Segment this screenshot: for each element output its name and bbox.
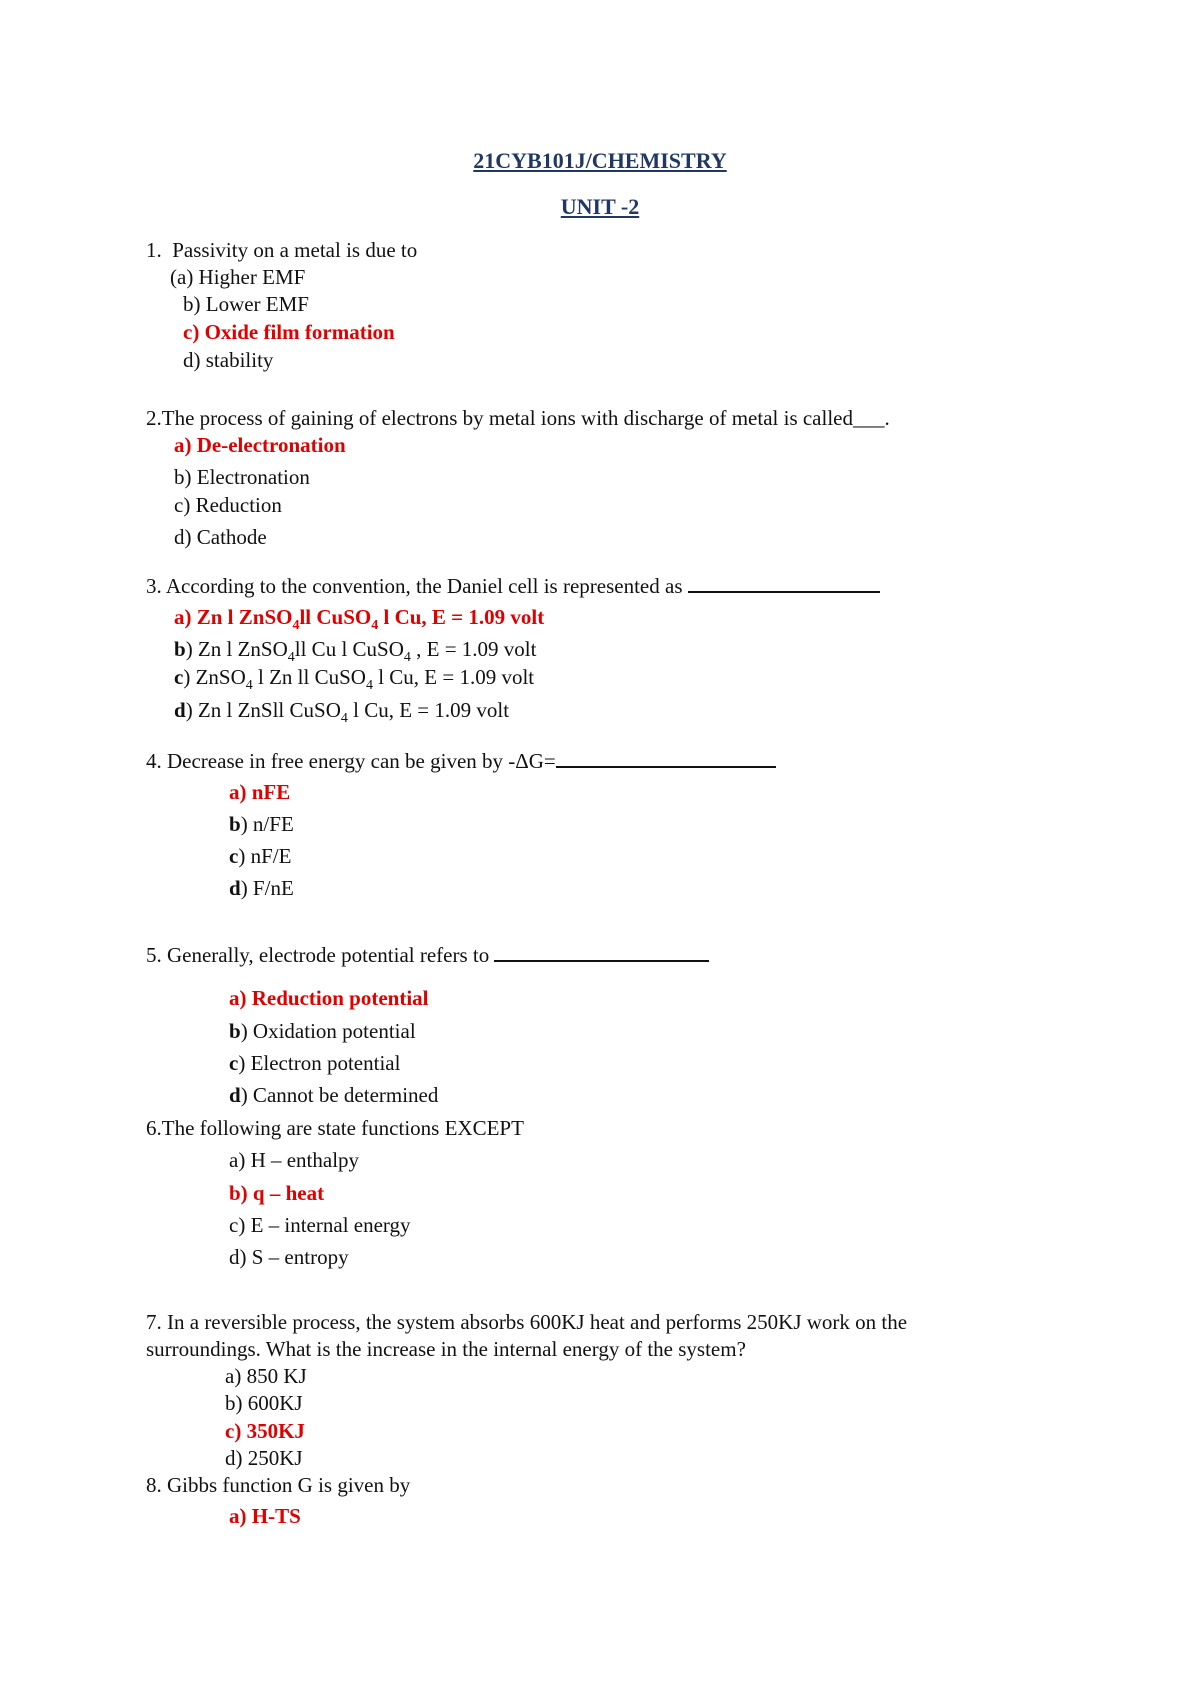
q3-b-text: ) Zn l ZnSO (185, 637, 288, 661)
q4-option-c (229, 844, 291, 869)
q3-c-text: ) ZnSO (183, 665, 246, 689)
q4-b-label: b (229, 812, 241, 836)
q2-option-a-answer: a) De-electronation (174, 433, 346, 457)
q3-d-label: d (174, 698, 186, 722)
q3-a-text: a) Zn l ZnSO (174, 605, 293, 629)
q5-b-label: b (229, 1019, 241, 1043)
q7-option-b: b) 600KJ (225, 1391, 303, 1415)
q5-option-a-answer: a) Reduction potential (229, 986, 429, 1010)
q3-a-text-3: l Cu, E = 1.09 volt (378, 605, 545, 629)
q6-option-c: c) E – internal energy (229, 1213, 411, 1237)
q3-b-label: b (174, 637, 186, 661)
q3-c-text-3: l Cu, E = 1.09 volt (372, 665, 535, 689)
q1-option-d: d) stability (183, 348, 274, 372)
question-8: 8. Gibbs function G is given by (146, 1473, 411, 1497)
q4-d-label: d (229, 876, 241, 900)
q4-c-label: c (229, 844, 239, 868)
q2-option-c: c) Reduction (174, 493, 282, 517)
q6-option-d: d) S – entropy (229, 1245, 349, 1269)
q3-option-c (174, 665, 535, 694)
q3-option-b (174, 637, 537, 666)
q5-c-label: c (229, 1051, 239, 1075)
q6-option-a: a) H – enthalpy (229, 1148, 360, 1172)
q5-option-b (229, 1019, 416, 1044)
q7-option-d: d) 250KJ (225, 1446, 303, 1470)
answer-blank (688, 573, 880, 593)
q3-c-label: c (174, 665, 184, 689)
q5-option-c (229, 1051, 400, 1076)
q4-option-a-answer: a) nFE (229, 780, 291, 804)
q3-d-text: ) Zn l ZnSll CuSO (185, 698, 341, 722)
question-6: 6.The following are state functions EXCEPT (146, 1116, 524, 1140)
unit-heading: UNIT -2 (560, 194, 640, 219)
q4-b-text: ) n/FE (240, 812, 294, 836)
q1-option-b: b) Lower EMF (183, 292, 309, 316)
q3-b-subscript: 4 (287, 650, 295, 666)
document-title: 21CYB101J/CHEMISTRY (473, 148, 727, 173)
q1-option-c-answer: c) Oxide film formation (183, 320, 395, 344)
q3-c-text-2: l Zn ll CuSO (252, 665, 366, 689)
q3-d-subscript: 4 (340, 711, 348, 727)
question-1-text: Passivity on a metal is due to (172, 238, 418, 262)
q4-option-d (229, 876, 294, 901)
q8-option-a-answer: a) H-TS (229, 1504, 301, 1528)
q3-b-subscript-2: 4 (403, 650, 411, 666)
answer-blank (494, 942, 709, 962)
q4-c-text: ) nF/E (238, 844, 292, 868)
q5-d-text: ) Cannot be determined (240, 1083, 439, 1107)
q3-d-text-2: l Cu, E = 1.09 volt (347, 698, 510, 722)
q7-option-c-answer: c) 350KJ (225, 1419, 305, 1443)
q2-option-d: d) Cathode (174, 525, 267, 549)
q2-option-b: b) Electronation (174, 465, 310, 489)
q6-option-b-answer: b) q – heat (229, 1181, 325, 1205)
q3-option-a-answer (174, 605, 545, 634)
q3-a-subscript: 4 (292, 618, 300, 634)
question-4-text: 4. Decrease in free energy can be given by -ΔG= (146, 749, 556, 773)
question-3 (146, 573, 880, 599)
q3-c-subscript: 4 (245, 678, 253, 694)
question-1 (146, 238, 417, 263)
q3-a-subscript-2: 4 (371, 618, 379, 634)
q7-option-a: a) 850 KJ (225, 1364, 307, 1388)
q3-option-d (174, 698, 510, 727)
q5-option-d (229, 1083, 438, 1108)
question-2: 2.The process of gaining of electrons by metal ions with discharge of metal is called___. (146, 406, 890, 430)
q5-d-label: d (229, 1083, 241, 1107)
question-7-line-2: surroundings. What is the increase in the internal energy of the system? (146, 1337, 746, 1361)
q1-option-a: (a) Higher EMF (170, 265, 306, 289)
q4-d-text: ) F/nE (240, 876, 294, 900)
q3-b-text-2: ll Cu l CuSO (294, 637, 404, 661)
question-7-line-1: 7. In a reversible process, the system absorbs 600KJ heat and performs 250KJ work on the (146, 1310, 908, 1334)
question-5 (146, 942, 709, 968)
q4-option-b (229, 812, 294, 837)
q5-c-text: ) Electron potential (238, 1051, 401, 1075)
answer-blank (556, 748, 776, 768)
question-5-text: 5. Generally, electrode potential refers to (146, 943, 490, 967)
q3-b-text-3: , E = 1.09 volt (410, 637, 537, 661)
q5-b-text: ) Oxidation potential (240, 1019, 416, 1043)
q3-c-subscript-2: 4 (365, 678, 373, 694)
question-1-number: 1. (146, 238, 162, 262)
question-3-text: 3. According to the convention, the Daniel cell is represented as (146, 574, 683, 598)
question-4 (146, 748, 776, 774)
q3-a-text-2: ll CuSO (299, 605, 372, 629)
